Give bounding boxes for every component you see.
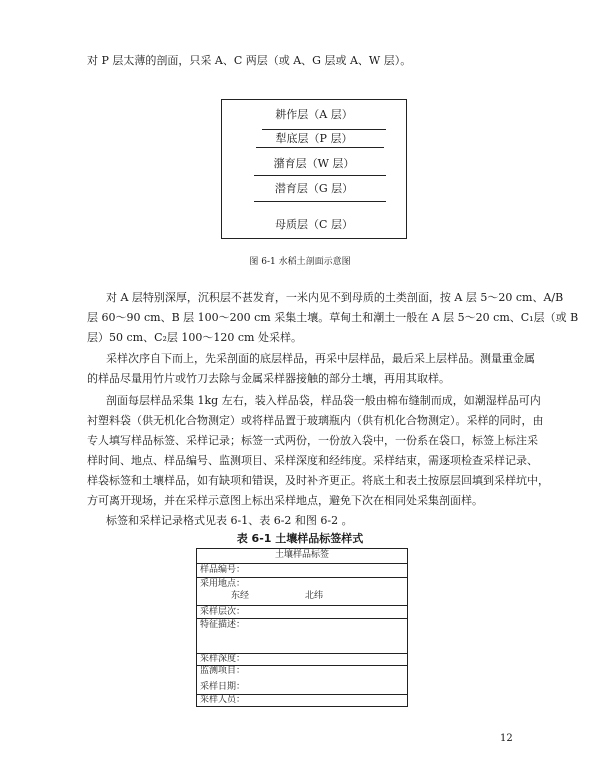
layer-label-g: 潜育层（G 层）	[274, 182, 354, 195]
sample-label-table	[196, 548, 408, 707]
layer-label-c: 母质层（C 层）	[275, 218, 353, 231]
paragraph-line: 层 60～90 cm、B 层 100～200 cm 采集土壤。草甸土和潮土一般在 A 层 5～20 cm、C₁层（或 B	[87, 311, 579, 324]
field-features: 特征描述：	[197, 618, 407, 653]
paragraph-line: 的样品尽量用竹片或竹刀去除与金属采样器接触的部分土壤，再用其取样。	[87, 372, 450, 385]
field-location-label: 采用地点：	[200, 579, 246, 589]
table-header: 土壤样品标签	[274, 550, 329, 560]
field-date: 采样日期：	[200, 682, 246, 692]
table-caption: 表 6-1 土壤样品标签样式	[236, 532, 364, 545]
field-items: 监测项目：	[197, 665, 407, 694]
paragraph-line: 衬塑料袋（供无机化合物测定）或将样品置于玻璃瓶内（供有机化合物测定）。采样的同时，由	[87, 414, 544, 427]
layer-boundary	[254, 175, 386, 176]
paragraph-line: 样时间、地点、样品编号、监测项目、采样深度和经纬度。采样结束，需逐项检查采样记录、	[87, 454, 538, 467]
field-layer: 采样层次：	[197, 605, 407, 618]
layer-label-w: 潴育层（W 层）	[273, 157, 355, 170]
layer-boundary	[256, 147, 384, 148]
field-depth: 采样深度：	[197, 653, 407, 665]
page-number: 12	[500, 733, 513, 744]
soil-profile-diagram	[221, 99, 407, 239]
field-east: 东经	[231, 591, 250, 601]
paragraph-line: 采样次序自下而上，先采剖面的底层样品，再采中层样品，最后采上层样品。测量重金属	[106, 352, 535, 365]
intro-line: 对 P 层太薄的剖面，只采 A、C 两层（或 A、G 层或 A、W 层）。	[87, 54, 412, 67]
field-location	[197, 577, 407, 605]
paragraph-line: 对 A 层特别深厚，沉积层不甚发育，一米内见不到母质的土类剖面，按 A 层 5～20 cm、A/B	[106, 291, 564, 304]
field-person: 采样人员：	[197, 694, 407, 706]
paragraph-line: 样袋标签和土壤样品，如有缺项和错误，及时补齐更正。将底土和表土按原层回填到采样坑中，	[87, 474, 549, 487]
paragraph-line: 标签和采样记录格式见表 6-1、表 6-2 和图 6-2 。	[106, 514, 353, 527]
paragraph-line: 专人填写样品标签、采样记录；标签一式两份，一份放入袋中，一份系在袋口，标签上标注采	[87, 434, 538, 447]
paragraph-line: 剖面每层样品采集 1kg 左右，装入样品袋，样品袋一般由棉布缝制而成，如潮湿样品可内	[106, 394, 541, 407]
layer-boundary	[262, 129, 386, 130]
layer-label-a: 耕作层（A 层）	[275, 108, 353, 121]
layer-boundary	[254, 201, 386, 202]
layer-label-p: 犁底层（P 层）	[275, 132, 353, 145]
field-sample-no: 样品编号：	[197, 563, 407, 577]
figure-caption: 图 6-1 水稻土剖面示意图	[249, 257, 351, 267]
paragraph-line: 层）50 cm、C₂层 100～120 cm 处采样。	[87, 331, 302, 344]
paragraph-line: 方可离开现场，并在采样示意图上标出采样地点，避免下次在相同处采集剖面样。	[87, 494, 483, 507]
field-north: 北纬	[305, 591, 324, 601]
